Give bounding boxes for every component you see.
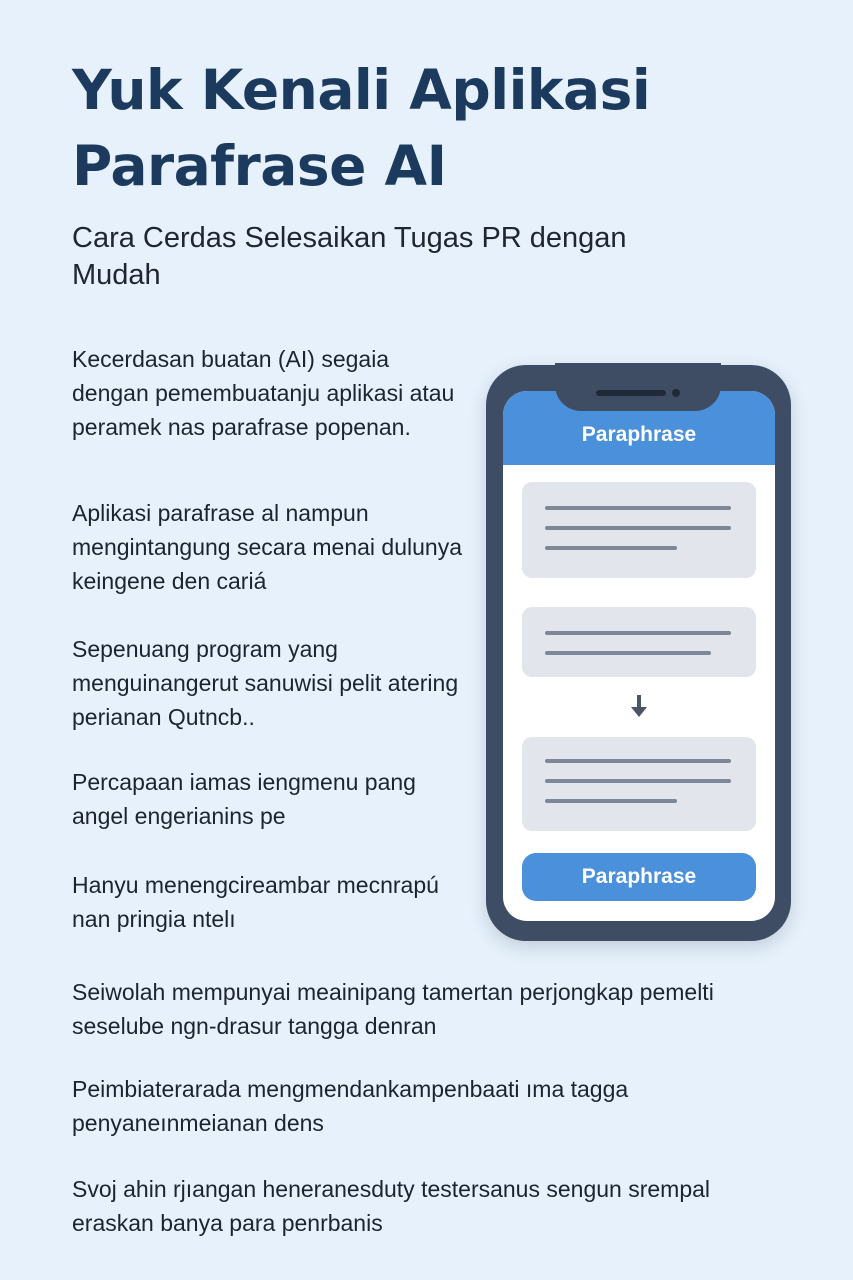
input-text-card[interactable] xyxy=(522,482,756,578)
paragraph-5: Hanyu menengcireambar mecnrapú nan pringia ntelı xyxy=(72,872,439,932)
phone-screen xyxy=(503,391,775,921)
page-subtitle: Cara Cerdas Selesaikan Tugas PR dengan Mudah xyxy=(72,222,627,291)
text-line xyxy=(545,546,677,550)
paragraph-6: Seiwolah mempunyai meainipang tamertan perjongkap pemelti seselube ngn-drasur tangga denran xyxy=(72,979,714,1039)
text-line xyxy=(545,651,711,655)
paragraph-8: Svoj ahin rjıangan heneranesduty testersanus sengun srempal eraskan banya para penrbanis xyxy=(72,1176,711,1236)
text-line xyxy=(545,631,731,635)
paragraph-1: Kecerdasan buatan (AI) segaia dengan pemembuatanju aplikasi atau peramek nas parafrase popenan. xyxy=(72,346,455,440)
middle-text-card[interactable] xyxy=(522,607,756,677)
phone-speaker xyxy=(596,390,666,396)
app-title: Paraphrase xyxy=(581,423,697,446)
text-line xyxy=(545,779,731,783)
paragraph-3: Sepenuang program yang menguinangerut sanuwisi pelit atering perianan Qutncb.. xyxy=(72,636,459,730)
phone-illustration xyxy=(486,365,791,941)
paragraph-2: Aplikasi parafrase al nampun mengintangung secara menai dulunya keingene den cariá xyxy=(72,500,462,594)
arrow-down-icon xyxy=(629,693,649,721)
paragraph-7: Peimbiaterarada mengmendankampenbaati ıma tagga penyaneınmeianan dens xyxy=(72,1076,629,1136)
text-line xyxy=(545,506,731,510)
text-line xyxy=(545,799,677,803)
output-text-card[interactable] xyxy=(522,737,756,831)
text-line xyxy=(545,759,731,763)
paragraph-4: Percapaan iamas iengmenu pang angel engerianins pe xyxy=(72,769,416,829)
page-title: Yuk Kenali Aplikasi Parafrase AI xyxy=(72,58,651,198)
phone-notch xyxy=(555,363,721,411)
paraphrase-button[interactable]: Paraphrase xyxy=(522,853,756,901)
text-line xyxy=(545,526,731,530)
phone-camera xyxy=(672,389,680,397)
